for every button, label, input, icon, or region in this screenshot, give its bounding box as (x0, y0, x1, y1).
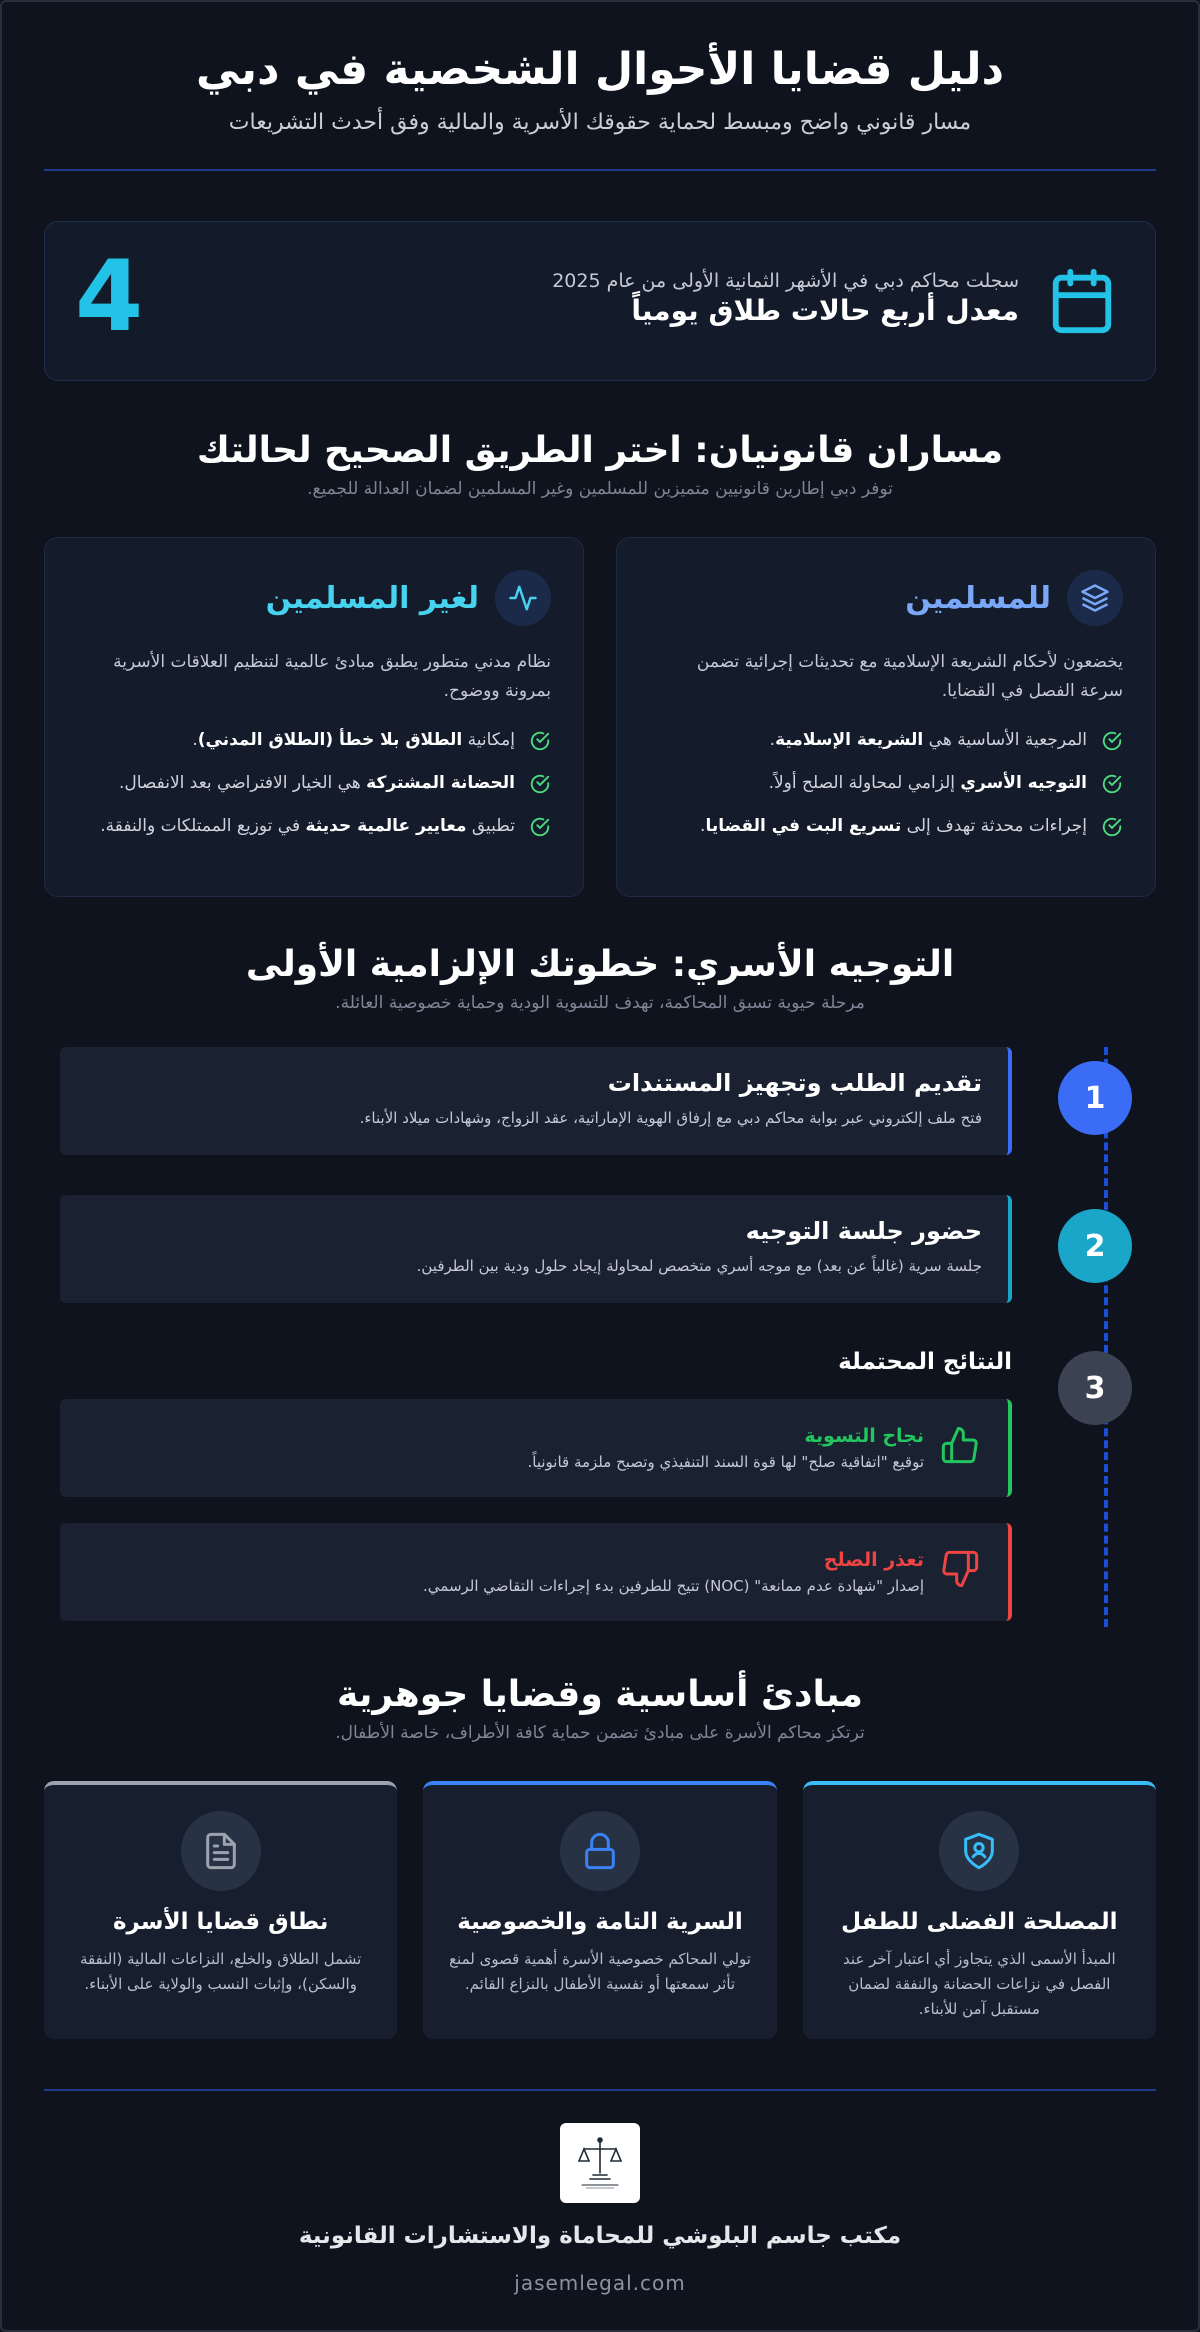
paths-section-header (44, 427, 1156, 499)
principle-card-confidentiality (423, 1781, 776, 2039)
card-description: يخضعون لأحكام الشريعة الإسلامية مع تحديثات إجرائية تضمن سرعة الفصل في القضايا. (696, 652, 1123, 701)
principle-description: تولي المحاكم خصوصية الأسرة أهمية قصوى لمنع تأثر سمعتها أو نفسية الأطفال بالنزاع القائم. (449, 1950, 751, 1993)
principle-card-scope (44, 1781, 397, 2039)
guidance-title: التوجيه الأسري: خطوتك الإلزامية الأولى (245, 944, 955, 985)
list-item-text: الحضانة المشتركة هي الخيار الافتراضي بعد الانفصال. (118, 773, 515, 793)
paths-subtitle: توفر دبي إطارين قانونيين متميزين للمسلمين وغير المسلمين لضمان العدالة للجميع. (307, 479, 893, 499)
outcome-title: نجاح التسوية (804, 1425, 924, 1447)
check-circle-icon (529, 816, 551, 838)
principle-description: المبدأ الأسمى الذي يتجاوز أي اعتبار آخر عند الفصل في نزاعات الحضانة والنفقة لضمان مستقبل آمن للأبناء. (843, 1950, 1116, 2018)
card-title: للمسلمين (905, 580, 1051, 616)
card-head (649, 570, 1123, 626)
guidance-timeline (44, 1047, 1156, 1627)
list-item (649, 769, 1123, 798)
firm-name: مكتب جاسم البلوشي للمحاماة والاستشارات القانونية (298, 2223, 902, 2249)
list-item-text: إمكانية الطلاق بلا خطأ (الطلاق المدني). (192, 730, 515, 750)
list-item (77, 769, 551, 798)
step-number-badge: 3 (1058, 1351, 1132, 1425)
feature-list (649, 726, 1123, 841)
outcome-description: توقيع "اتفاقية صلح" لها قوة السند التنفيذي وتصبح ملزمة قانونياً. (527, 1453, 924, 1471)
stat-caption: سجلت محاكم دبي في الأشهر الثمانية الأولى من عام 2025 (552, 270, 1019, 292)
guidance-section-header (44, 941, 1156, 1013)
card-title: لغير المسلمين (265, 580, 479, 616)
list-item-text: إجراءات محدثة تهدف إلى تسريع البت في القضايا. (700, 816, 1087, 836)
step-card (60, 1047, 1012, 1155)
website-link[interactable]: jasemlegal.com (514, 2271, 686, 2295)
layers-icon (1067, 570, 1123, 626)
legal-paths (44, 537, 1156, 897)
outcome-title: تعذر الصلح (823, 1549, 924, 1571)
check-circle-icon (529, 773, 551, 795)
principle-card-child-interest (803, 1781, 1156, 2039)
page-header (44, 0, 1156, 135)
lock-icon (560, 1811, 640, 1891)
infographic-page (44, 0, 1156, 2295)
list-item (649, 726, 1123, 755)
footer-divider (44, 2089, 1156, 2091)
header-divider (44, 169, 1156, 171)
thumbs-down-icon (940, 1549, 980, 1589)
card-head (77, 570, 551, 626)
step-description: جلسة سرية (غالباً عن بعد) مع موجه أسري متخصص لمحاولة إيجاد حلول ودية بين الطرفين. (416, 1257, 982, 1275)
shield-icon (939, 1811, 1019, 1891)
list-item (649, 812, 1123, 841)
activity-icon (495, 570, 551, 626)
card-description: نظام مدني متطور يطبق مبادئ عالمية لتنظيم العلاقات الأسرية بمرونة ووضوح. (113, 652, 551, 701)
step-description: فتح ملف إلكتروني عبر بوابة محاكم دبي مع إرفاق الهوية الإماراتية، عقد الزواج، وشهادات ميلاد الأبناء. (359, 1109, 982, 1127)
list-item (77, 812, 551, 841)
step-title: تقديم الطلب وتجهيز المستندات (607, 1069, 982, 1097)
principle-title: السرية التامة والخصوصية (457, 1909, 743, 1935)
stat-number: 4 (75, 240, 144, 354)
muslims-path-card (616, 537, 1156, 897)
document-icon (181, 1811, 261, 1891)
outcome-failure-card (60, 1523, 1012, 1621)
divorce-stat-card (44, 221, 1156, 381)
stat-text (552, 270, 1019, 327)
check-circle-icon (529, 730, 551, 752)
outcome-description: إصدار "شهادة عدم ممانعة" (NOC) تتيح للطرفين بدء إجراءات التقاضي الرسمي. (423, 1577, 924, 1595)
step-card (60, 1195, 1012, 1303)
principles-title: مبادئ أساسية وقضايا جوهرية (337, 1674, 863, 1715)
list-item-text: التوجيه الأسري إلزامي لمحاولة الصلح أولاً. (768, 773, 1087, 793)
principles-cards (44, 1781, 1156, 2039)
outcome-text (527, 1425, 924, 1497)
list-item (77, 726, 551, 755)
paths-title: مساران قانونيان: اختر الطريق الصحيح لحالتك (196, 430, 1004, 471)
step-title: حضور جلسة التوجيه (745, 1217, 982, 1245)
non-muslims-path-card (44, 537, 584, 897)
check-circle-icon (1101, 730, 1123, 752)
scales-of-justice-logo (560, 2123, 640, 2203)
principle-title: المصلحة الفضلى للطفل (841, 1909, 1118, 1935)
principles-subtitle: ترتكز محاكم الأسرة على مبادئ تضمن حماية كافة الأطراف، خاصة الأطفال. (335, 1723, 865, 1743)
principles-section-header (44, 1671, 1156, 1743)
principle-description: تشمل الطلاق والخلع، النزاعات المالية (النفقة والسكن)، وإثبات النسب والولاية على الأبناء. (80, 1950, 362, 1993)
thumbs-up-icon (940, 1425, 980, 1465)
calendar-icon (1047, 266, 1117, 336)
list-item-text: المرجعية الأساسية هي الشريعة الإسلامية. (769, 730, 1087, 750)
check-circle-icon (1101, 816, 1123, 838)
stat-headline: معدل أربع حالات طلاق يومياً (631, 294, 1019, 327)
outcome-success-card (60, 1399, 1012, 1497)
check-circle-icon (1101, 773, 1123, 795)
outcome-text (423, 1549, 924, 1621)
principle-title: نطاق قضايا الأسرة (112, 1909, 329, 1935)
outcomes-title: النتائج المحتملة (838, 1349, 1012, 1375)
page-subtitle: مسار قانوني واضح ومبسط لحماية حقوقك الأسرية والمالية وفق أحدث التشريعات (228, 110, 972, 135)
list-item-text: تطبيق معايير عالمية حديثة في توزيع الممتلكات والنفقة. (100, 816, 515, 836)
page-footer (44, 2123, 1156, 2295)
timeline-line (1104, 1047, 1108, 1627)
guidance-subtitle: مرحلة حيوية تسبق المحاكمة، تهدف للتسوية الودية وحماية خصوصية العائلة. (335, 993, 865, 1013)
step-number-badge: 2 (1058, 1209, 1132, 1283)
feature-list (77, 726, 551, 841)
step-number-badge: 1 (1058, 1061, 1132, 1135)
page-title: دليل قضايا الأحوال الشخصية في دبي (195, 44, 1005, 95)
